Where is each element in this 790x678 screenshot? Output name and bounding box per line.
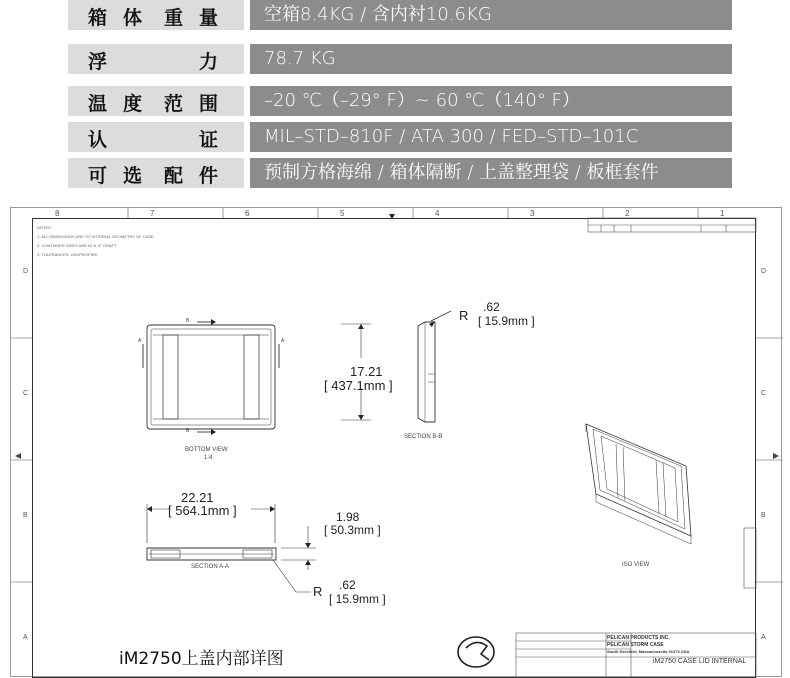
spec-label-char: 体 <box>123 7 143 29</box>
spec-label-char: 可 <box>88 165 108 187</box>
dim-radius-mm: [ 15.9mm ] <box>478 314 535 328</box>
dim-radius-inch: .62 <box>339 578 356 592</box>
drawing-note: 1. ALL DIMENSIONS ARE TO INTERNAL GEOMETRY OF CASE. <box>37 234 155 239</box>
zone-letter: A <box>23 634 28 641</box>
spec-label-char: 选 <box>123 165 143 187</box>
zone-number: 7 <box>150 209 155 218</box>
dim-radius-prefix: R <box>313 584 323 599</box>
spec-row-temperature <box>68 86 732 122</box>
zone-letter: C <box>761 390 767 397</box>
dim-width-mm: [ 564.1mm ] <box>168 503 237 518</box>
spec-value: 78.7 KG <box>250 44 732 74</box>
technical-drawing-sheet <box>10 207 782 677</box>
title-block-part: iM2750 CASE LID INTERNAL <box>653 658 747 665</box>
zone-number: 5 <box>340 209 345 218</box>
spec-label-char: 认 <box>88 129 108 151</box>
spec-label-char: 温 <box>88 93 108 115</box>
drawing-note: 2. CONTAINER SIDES ARE AT A .5° DRAFT. <box>37 243 118 248</box>
spec-label-char: 量 <box>199 7 219 29</box>
spec-value: –20 ℃（–29° F）~ 60 ℃（140° F） <box>250 86 732 116</box>
spec-value: 预制方格海绵 / 箱体隔断 / 上盖整理袋 / 板框套件 <box>250 158 732 188</box>
spec-label <box>68 86 244 116</box>
center-mark-icon <box>389 214 395 219</box>
spec-label-char: 围 <box>199 93 219 115</box>
zone-letter: B <box>23 512 28 519</box>
pelican-logo-icon <box>458 637 494 667</box>
spec-label-char: 证 <box>199 129 219 151</box>
zone-number: 8 <box>55 209 60 218</box>
zone-letter: C <box>23 390 29 397</box>
view-scale: 1:4 <box>204 455 213 461</box>
dim-height-inch: 17.21 <box>350 364 383 379</box>
section-marker: A <box>138 338 142 344</box>
view-label: ISO VIEW <box>622 562 650 568</box>
spec-table <box>68 0 732 194</box>
dim-radius-mm: [ 15.9mm ] <box>329 592 386 606</box>
spec-value: MIL–STD–810F / ATA 300 / FED–STD–101C <box>250 122 732 152</box>
spec-label-char: 范 <box>164 93 184 115</box>
spec-label <box>68 158 244 188</box>
zone-letter: B <box>761 512 766 519</box>
spec-label-char: 重 <box>164 7 184 29</box>
drawing-geometry <box>11 208 783 678</box>
dim-depth-inch: 1.98 <box>336 510 360 524</box>
dim-height-mm: [ 437.1mm ] <box>324 378 393 393</box>
drawing-note: NOTES: <box>37 225 52 230</box>
spec-label-char: 件 <box>199 165 219 187</box>
drawing-caption: iM2750上盖内部详图 <box>119 649 284 669</box>
center-mark-icon <box>773 453 779 459</box>
section-marker: A <box>281 338 285 344</box>
title-block-address: South Deerfield, Massachusetts 01373 USA <box>607 649 690 654</box>
spec-row-certification <box>68 122 732 158</box>
zone-number: 2 <box>625 209 630 218</box>
zone-letter: D <box>761 268 767 275</box>
spec-row-accessories <box>68 158 732 194</box>
dim-radius-prefix: R <box>459 308 469 323</box>
spec-label <box>68 0 244 30</box>
view-label: SECTION B-B <box>404 434 443 440</box>
zone-number: 6 <box>245 209 250 218</box>
spec-row-buoyancy <box>68 44 732 80</box>
zone-number: 4 <box>435 209 440 218</box>
drawing-note: 3. TOLERANCES: UNSPECIFIED <box>37 252 98 257</box>
spec-row-weight <box>68 0 732 36</box>
spec-value: 空箱8.4KG / 含内衬10.6KG <box>250 0 732 30</box>
zone-number: 3 <box>530 209 535 218</box>
zone-letter: D <box>23 268 29 275</box>
dim-depth-mm: [ 50.3mm ] <box>324 523 381 537</box>
spec-label <box>68 122 244 152</box>
section-marker: B <box>186 428 190 434</box>
spec-label-char: 力 <box>199 51 219 73</box>
spec-label <box>68 44 244 74</box>
spec-label-char: 度 <box>123 93 143 115</box>
dim-width-inch: 22.21 <box>181 490 214 505</box>
view-label: BOTTOM VIEW <box>185 447 228 453</box>
spec-label-char: 箱 <box>88 7 108 29</box>
section-marker: B <box>186 318 190 324</box>
zone-number: 1 <box>720 209 725 218</box>
spec-label-char: 配 <box>164 165 184 187</box>
title-block-product: PELICAN STORM CASE <box>607 642 664 648</box>
zone-letter: A <box>761 634 766 641</box>
title-block-company: PELICAN PRODUCTS INC. <box>607 635 670 641</box>
spec-label-char: 浮 <box>88 51 108 73</box>
center-mark-icon <box>15 453 21 459</box>
dim-radius-inch: .62 <box>483 300 500 314</box>
view-label: SECTION A-A <box>191 564 230 570</box>
